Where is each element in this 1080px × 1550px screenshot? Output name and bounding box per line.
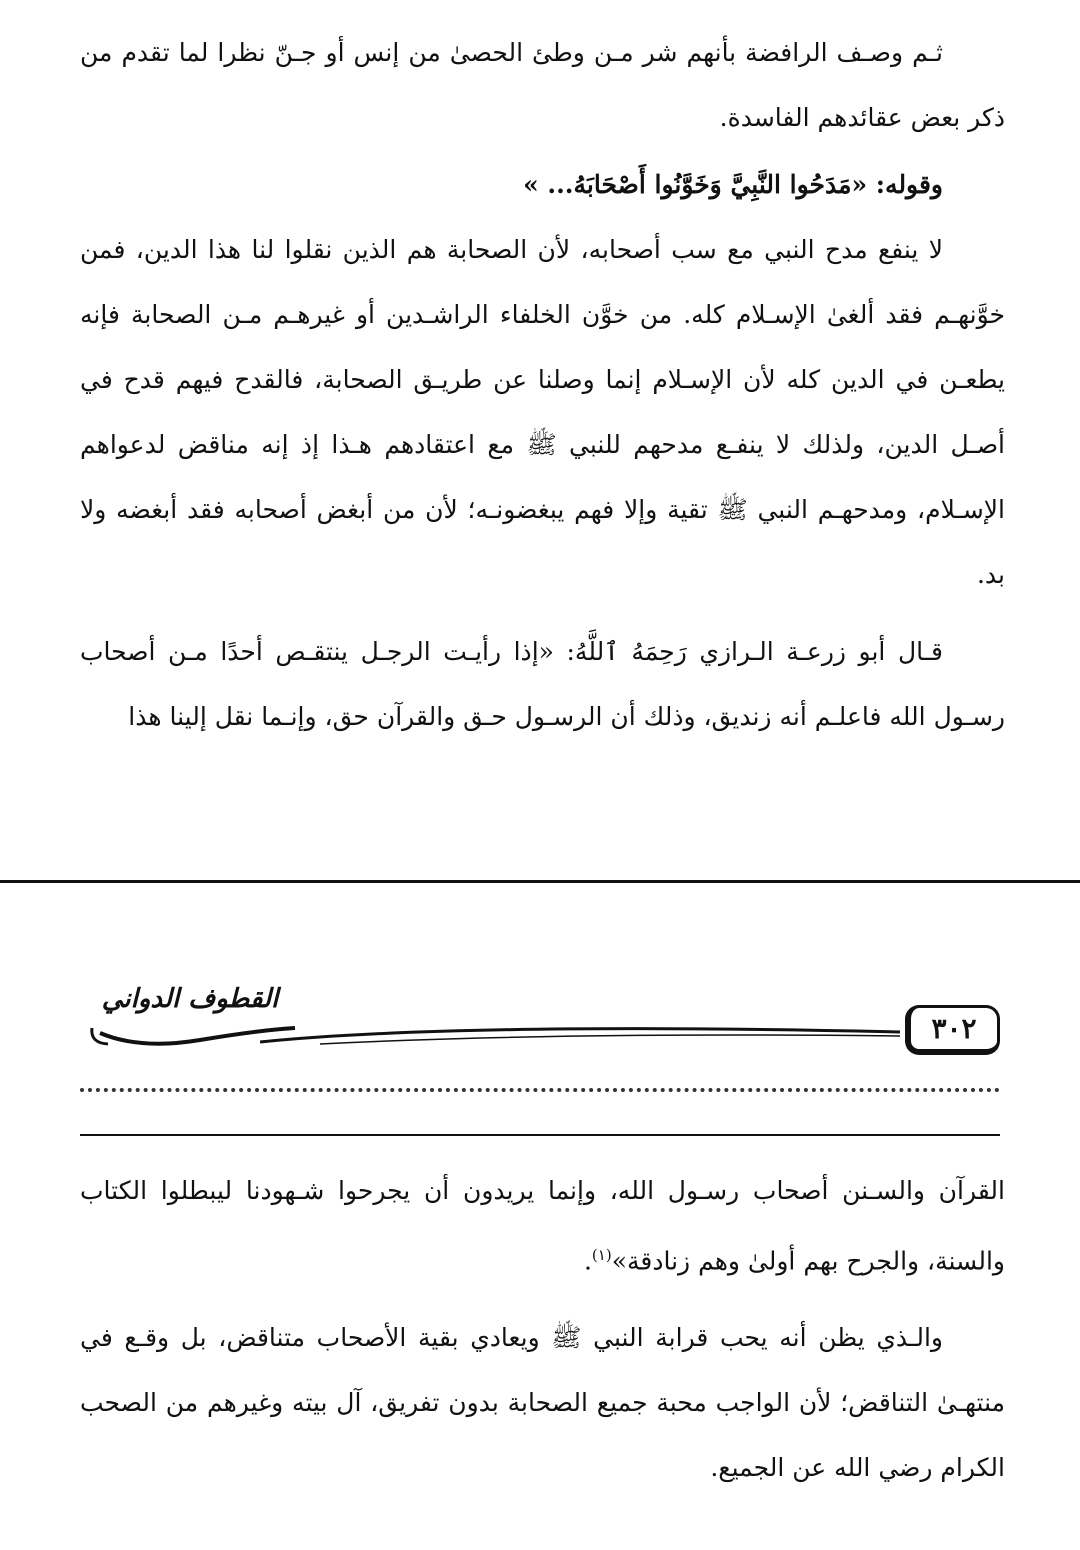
top-page-text: [80, 20, 1005, 749]
header-rule: [80, 1134, 1000, 1136]
paragraph-conclusion: والـذي يظن أنه يحب قرابة النبي ﷺ ويعادي بقية الأصحاب متناقض، بل وقـع في منتهـىٰ التناقض؛ لأن الواجب محبة جميع الصحابة بدون تفريق، آل بيته وغيرهم من الصحب الكرام رضي الله عن الجميع.: [80, 1323, 1005, 1483]
page-divider: [0, 880, 1080, 883]
page-number: ٣٠٢: [931, 1012, 977, 1045]
dotted-separator: [80, 1088, 1000, 1092]
paragraph-quote-continuation: [80, 1158, 1005, 1293]
bottom-page-text: [80, 1158, 1005, 1500]
book-title: القطوف الدواني: [101, 984, 279, 1014]
paragraph-quote-heading: وقوله: «مَدَحُوا النَّبِيَّ وَخَوَّنُوا أَصْحَابَهُ... »: [523, 170, 943, 199]
footnote-reference: (١): [591, 1246, 612, 1264]
quote-end-punctuation: .: [583, 1246, 592, 1276]
paragraph-abu-zurah: قـال أبو زرعـة الـرازي رَحِمَهُ ٱللَّهُ: «إذا رأيـت الرجـل ينتقـص أحدًا مـن أصحاب رسـول الله فاعلـم أنه زنديق، وذلك أن الرسـول حـق والقرآن حق، وإنـما نقل إلينا هذا: [80, 637, 1005, 731]
paragraph-description: ثـم وصـف الرافضة بأنهم شر مـن وطئ الحصىٰ من إنس أو جـنّ نظرا لما تقدم من ذكر بعض عقائدهم الفاسدة.: [80, 38, 1005, 132]
paragraph-commentary: لا ينفع مدح النبي مع سب أصحابه، لأن الصحابة هم الذين نقلوا لنا هذا الدين، فمن خوَّنهـم فقد ألغىٰ الإسـلام كله. من خوَّن الخلفاء الراشـدين أو غيرهـم مـن الصحابة فإنه يطعـن في الدين كله لأن الإسـلام إنما وصلنا عن طريـق الصحابة، فالقدح فيهم قدح في أصـل الدين، ولذلك لا ينفـع مدحهم للنبي ﷺ مع اعتقادهم هـذا إذ إنه مناقض لدعواهم الإسـلام، ومدحهـم النبي ﷺ تقية وإلا فهم يبغضونـه؛ لأن من أبغض أصحابه فقد أبغضه ولا بد.: [80, 235, 1005, 589]
header-swoosh-line: [260, 1002, 900, 1046]
quote-continuation-text: القرآن والسـنن أصحاب رسـول الله، وإنما يريدون أن يجرحوا شـهودنا ليبطلوا الكتاب والسنة، والجرح بهم أولىٰ وهم زنادقة»: [80, 1176, 1005, 1276]
page-number-box: [905, 1005, 1000, 1055]
